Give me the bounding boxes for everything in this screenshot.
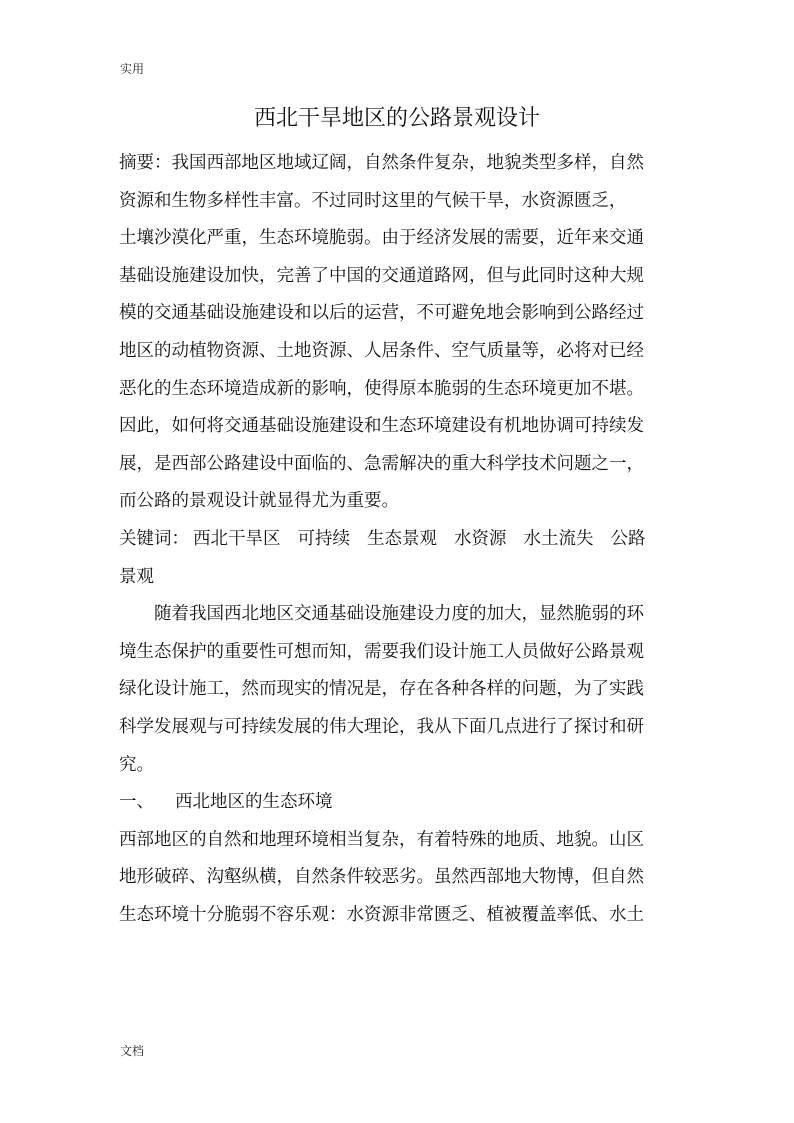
abstract-line: 资源和生物多样性丰富。不过同时这里的气候干旱，水资源匮乏， bbox=[119, 190, 627, 211]
abstract-line: 地区的动植物资源、土地资源、人居条件、空气质量等，必将对已经 bbox=[119, 340, 644, 361]
abstract-line: 恶化的生态环境造成新的影响，使得原本脆弱的生态环境更加不堪。 bbox=[119, 378, 644, 399]
abstract-line: 展，是西部公路建设中面临的、急需解决的重大科学技术问题之一， bbox=[119, 453, 644, 474]
abstract-line: 基础设施建设加快，完善了中国的交通道路网，但与此同时这种大规 bbox=[119, 265, 644, 286]
document-title: 西北干旱地区的公路景观设计 bbox=[253, 106, 540, 131]
keyword: 西北干旱区 bbox=[193, 528, 281, 549]
intro-line: 究。 bbox=[119, 754, 154, 775]
intro-line: 境生态保护的重要性可想而知，需要我们设计施工人员做好公路景观 bbox=[119, 641, 644, 662]
document-body bbox=[119, 145, 683, 934]
abstract-line: 摘要：我国西部地区地域辽阔，自然条件复杂，地貌类型多样，自然 bbox=[119, 153, 644, 173]
intro-line: 科学发展观与可持续发展的伟大理论，我从下面几点进行了探讨和研 bbox=[119, 716, 644, 737]
keywords-continuation: 景观 bbox=[119, 566, 154, 587]
keyword: 生态景观 bbox=[367, 528, 437, 549]
keyword: 水土流失 bbox=[523, 528, 594, 549]
abstract-line: 而公路的景观设计就显得尤为重要。 bbox=[119, 491, 399, 512]
section-number: 一、 bbox=[119, 792, 154, 813]
keywords-label: 关键词： bbox=[119, 528, 189, 549]
section-heading bbox=[119, 784, 683, 822]
intro-line: 绿化设计施工，然而现实的情况是，存在各种各样的问题，为了实践 bbox=[119, 679, 644, 700]
keyword: 公路 bbox=[610, 528, 646, 549]
page-header: 实用 bbox=[120, 62, 145, 76]
keyword: 可持续 bbox=[297, 528, 350, 549]
intro-line: 随着我国西北地区交通基础设施建设力度的加大，显然脆弱的环 bbox=[154, 604, 644, 625]
abstract-line: 模的交通基础设施建设和以后的运营，不可避免地会影响到公路经过 bbox=[119, 303, 644, 324]
section-line: 地形破碎、沟壑纵横，自然条件较恶劣。虽然西部地大物博，但自然 bbox=[119, 867, 644, 888]
abstract-line: 土壤沙漠化严重，生态环境脆弱。由于经济发展的需要，近年来交通 bbox=[119, 228, 644, 249]
keyword: 水资源 bbox=[454, 528, 507, 549]
abstract-line: 因此，如何将交通基础设施建设和生态环境建设有机地协调可持续发 bbox=[119, 416, 644, 437]
section-line: 生态环境十分脆弱不容乐观：水资源非常匮乏、植被覆盖率低、水土 bbox=[119, 904, 644, 925]
section-line: 西部地区的自然和地理环境相当复杂，有着特殊的地质、地貌。山区 bbox=[119, 829, 644, 850]
keywords-line bbox=[119, 521, 683, 559]
page-footer: 文档 bbox=[120, 1044, 145, 1058]
section-title: 西北地区的生态环境 bbox=[175, 792, 333, 813]
